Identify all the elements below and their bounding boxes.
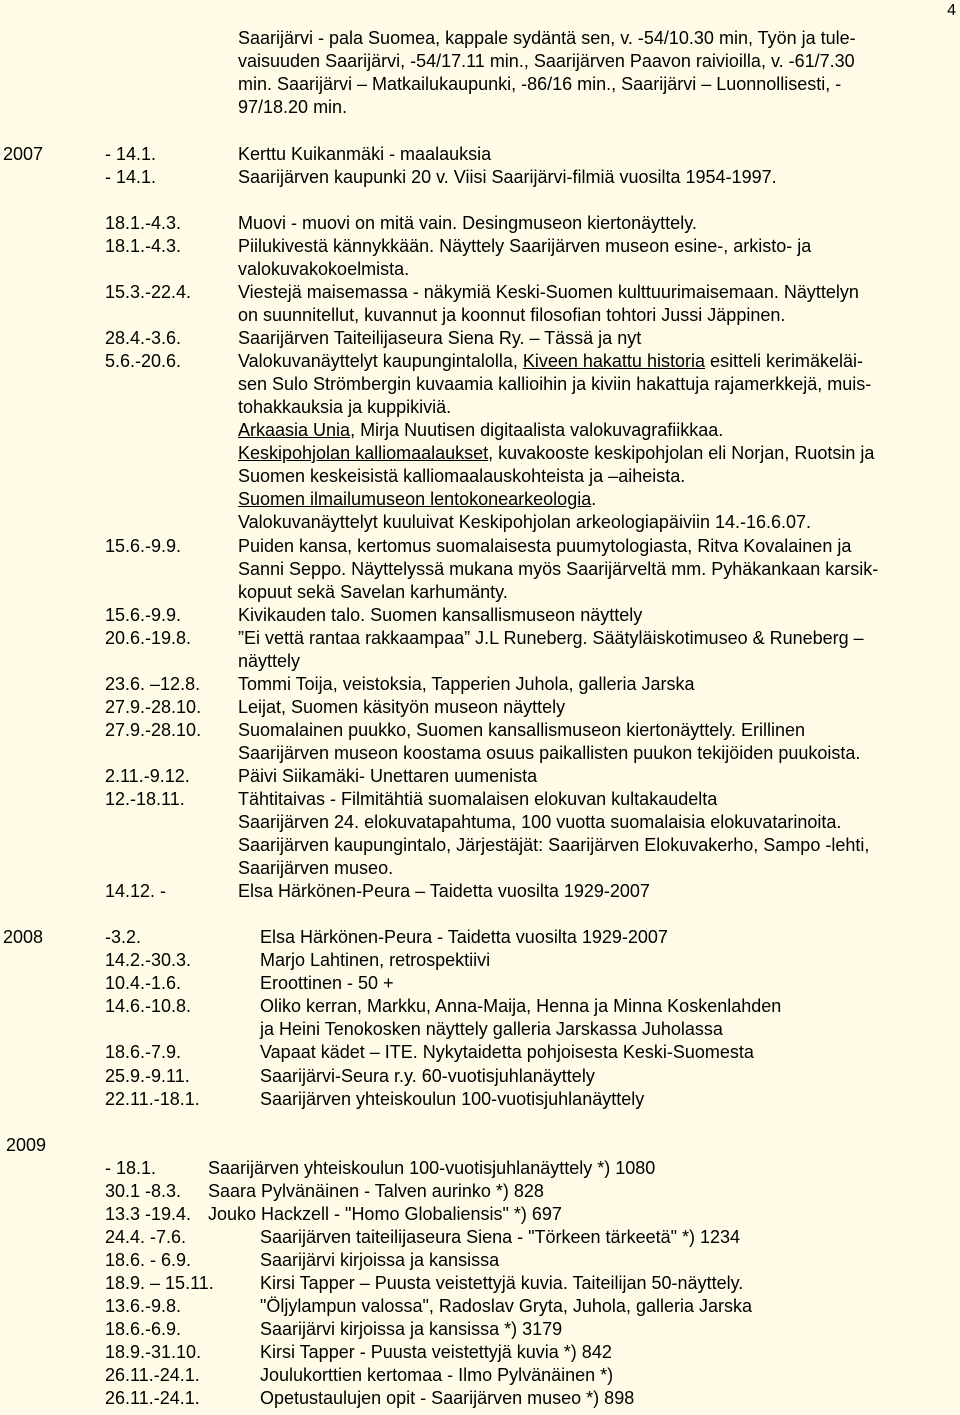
- entry-text: sen Sulo Strömbergin kuvaamia kallioihin ja kiviin hakattuja rajamerkkejä, muis-: [238, 374, 872, 394]
- entry-text: Puiden kansa, kertomus suomalaisesta puumytologiasta, Ritva Kovalainen ja: [238, 536, 852, 556]
- entry-text: Saarijärven yhteiskoulun 100-vuotisjuhlanäyttely: [260, 1089, 645, 1109]
- entry-text: Saarijärven yhteiskoulun 100-vuotisjuhlanäyttely *) 1080: [208, 1158, 656, 1178]
- entry-text: Elsa Härkönen-Peura – Taidetta vuosilta 1929-2007: [238, 881, 650, 901]
- intro-line: 97/18.20 min.: [238, 97, 348, 117]
- entry-text: Piilukivestä kännykkään. Näyttely Saarijärven museon esine-, arkisto- ja: [238, 236, 812, 256]
- entry-text: Tommi Toija, veistoksia, Tapperien Juhola, galleria Jarska: [238, 674, 695, 694]
- entry-text: [238, 350, 863, 373]
- entry-text: Eroottinen - 50 +: [260, 973, 394, 993]
- entry-text-part: Valokuvanäyttelyt kaupungintalolla,: [238, 351, 523, 371]
- entry-date: 26.11.-24.1.: [105, 1388, 200, 1408]
- entry-date: 10.4.-1.6.: [105, 973, 182, 993]
- entry-date: 18.6.-6.9.: [105, 1319, 182, 1339]
- entry-text: Saarijärven taiteilijaseura Siena - "Törkeen tärkeetä" *) 1234: [260, 1227, 741, 1247]
- entry-date: 13.3 -19.4.: [105, 1204, 192, 1224]
- entry-text: Suomalainen puukko, Suomen kansallismuseon kiertonäyttely. Erillinen: [238, 720, 805, 740]
- entry-date: 30.1 -8.3.: [105, 1181, 182, 1201]
- entry-text: on suunnitellut, kuvannut ja koonnut filosofian tohtori Jussi Jäppinen.: [238, 305, 786, 325]
- year-label: 2009: [6, 1135, 47, 1155]
- entry-text: "Öljylampun valossa", Radoslav Gryta, Juhola, galleria Jarska: [260, 1296, 752, 1316]
- entry-date: 14.12. -: [105, 881, 167, 901]
- entry-text: Marjo Lahtinen, retrospektiivi: [260, 950, 491, 970]
- entry-text: Muovi - muovi on mitä vain. Desingmuseon kiertonäyttely.: [238, 213, 697, 233]
- entry-text: [238, 442, 874, 465]
- entry-date: 20.6.-19.8.: [105, 628, 192, 648]
- entry-date: 15.6.-9.9.: [105, 605, 182, 625]
- entry-text: tohakkauksia ja kuppikiviä.: [238, 397, 452, 417]
- entry-text: Kirsi Tapper – Puusta veistettyjä kuvia. Taiteilijan 50-näyttely.: [260, 1273, 744, 1293]
- entry-date: 27.9.-28.10.: [105, 697, 202, 717]
- entry-text: Saarijärven Taiteilijaseura Siena Ry. – Tässä ja nyt: [238, 328, 642, 348]
- entry-text: Kirsi Tapper - Puusta veistettyjä kuvia *) 842: [260, 1342, 612, 1362]
- entry-text: Kerttu Kuikanmäki - maalauksia: [238, 144, 492, 164]
- entry-text: Saarijärven museon koostama osuus paikallisten puukon tekijöiden puukoista.: [238, 743, 861, 763]
- entry-date: - 14.1.: [105, 167, 157, 187]
- entry-date: 18.6.-7.9.: [105, 1042, 182, 1062]
- entry-date: 18.9.-31.10.: [105, 1342, 202, 1362]
- entry-date: - 14.1.: [105, 144, 157, 164]
- entry-date: 28.4.-3.6.: [105, 328, 182, 348]
- entry-text: Jouko Hackzell - "Homo Globaliensis" *) 697: [208, 1204, 562, 1224]
- entry-date: 15.3.-22.4.: [105, 282, 192, 302]
- intro-line: Saarijärvi - pala Suomea, kappale sydäntä sen, v. -54/10.30 min, Työn ja tule-: [238, 28, 856, 48]
- entry-text: Vapaat kädet – ITE. Nykytaidetta pohjoisesta Keski-Suomesta: [260, 1042, 754, 1062]
- entry-text: Saarijärvi-Seura r.y. 60-vuotisjuhlanäyttely: [260, 1066, 595, 1086]
- entry-text: Joulukorttien kertomaa - Ilmo Pylvänäinen *): [260, 1365, 614, 1385]
- entry-text: Valokuvanäyttelyt kuuluivat Keskipohjolan arkeologiapäiviin 14.-16.6.07.: [238, 512, 812, 532]
- entry-text-part: .: [591, 489, 597, 509]
- entry-text: Opetustaulujen opit - Saarijärven museo *) 898: [260, 1388, 635, 1408]
- entry-text: Leijat, Suomen käsityön museon näyttely: [238, 697, 566, 717]
- entry-date: 18.1.-4.3.: [105, 213, 182, 233]
- entry-text: Viestejä maisemassa - näkymiä Keski-Suomen kulttuurimaisemaan. Näyttelyn: [238, 282, 859, 302]
- entry-text: [238, 419, 723, 442]
- entry-text-part: , kuvakooste keskipohjolan eli Norjan, Ruotsin ja: [488, 443, 875, 463]
- entry-text: Saarijärven kaupungintalo, Järjestäjät: Saarijärven Elokuvakerho, Sampo -lehti,: [238, 835, 870, 855]
- entry-date: 25.9.-9.11.: [105, 1066, 190, 1086]
- intro-line: min. Saarijärvi – Matkailukaupunki, -86/16 min., Saarijärvi – Luonnollisesti, -: [238, 74, 842, 94]
- intro-line: vaisuuden Saarijärvi, -54/17.11 min., Saarijärven Paavon raivioilla, v. -61/7.30: [238, 51, 855, 71]
- entry-text: [238, 488, 596, 511]
- entry-date: 18.6. - 6.9.: [105, 1250, 192, 1270]
- entry-text: Saara Pylvänäinen - Talven aurinko *) 828: [208, 1181, 544, 1201]
- entry-text: Saarijärven 24. elokuvatapahtuma, 100 vuotta suomalaisia elokuvatarinoita.: [238, 812, 842, 832]
- entry-text-part: , Mirja Nuutisen digitaalista valokuvagrafiikkaa.: [350, 420, 724, 440]
- entry-text: kopuut sekä Savelan karhumänty.: [238, 582, 508, 602]
- entry-date: 27.9.-28.10.: [105, 720, 202, 740]
- entry-text: Kivikauden talo. Suomen kansallismuseon näyttely: [238, 605, 643, 625]
- entry-text: Tähtitaivas - Filmitähtiä suomalaisen elokuvan kultakaudelta: [238, 789, 718, 809]
- entry-text: ”Ei vettä rantaa rakkaampaa” J.L Runeberg. Säätyläiskotimuseo & Runeberg –: [238, 628, 864, 648]
- entry-date: 5.6.-20.6.: [105, 351, 182, 371]
- entry-text: Saarijärvi kirjoissa ja kansissa *) 3179: [260, 1319, 563, 1339]
- entry-text: valokuvakokoelmista.: [238, 259, 410, 279]
- entry-date: 18.9. – 15.11.: [105, 1273, 214, 1293]
- link-kiveen-hakattu-historia[interactable]: Kiveen hakattu historia: [522, 351, 705, 371]
- entry-date: 12.-18.11.: [105, 789, 185, 809]
- year-label: 2007: [3, 144, 44, 164]
- entry-text: Elsa Härkönen-Peura - Taidetta vuosilta 1929-2007: [260, 927, 668, 947]
- entry-date: 26.11.-24.1.: [105, 1365, 200, 1385]
- entry-text: Oliko kerran, Markku, Anna-Maija, Henna ja Minna Koskenlahden: [260, 996, 782, 1016]
- entry-text: Sanni Seppo. Näyttelyssä mukana myös Saarijärveltä mm. Pyhäkankaan karsik-: [238, 559, 879, 579]
- entry-date: -3.2.: [105, 927, 142, 947]
- page-number: 4: [947, 2, 956, 19]
- link-keskipohjolan-kalliomaalaukset[interactable]: Keskipohjolan kalliomaalaukset: [238, 443, 489, 463]
- entry-text: näyttely: [238, 651, 301, 671]
- link-arkaasia-unia[interactable]: Arkaasia Unia: [238, 420, 351, 440]
- entry-date: 2.11.-9.12.: [105, 766, 190, 786]
- entry-date: 14.6.-10.8.: [105, 996, 192, 1016]
- link-suomen-ilmailumuseon-lentokonearkeologia[interactable]: Suomen ilmailumuseon lentokonearkeologia: [238, 489, 592, 509]
- entry-date: - 18.1.: [105, 1158, 157, 1178]
- entry-text: Suomen keskeisistä kalliomaalauskohteista ja –aiheista.: [238, 466, 686, 486]
- year-label: 2008: [3, 927, 44, 947]
- entry-date: 22.11.-18.1.: [105, 1089, 200, 1109]
- entry-text: Saarijärven museo.: [238, 858, 394, 878]
- entry-date: 13.6.-9.8.: [105, 1296, 182, 1316]
- entry-text: Päivi Siikamäki- Unettaren uumenista: [238, 766, 538, 786]
- entry-date: 24.4. -7.6.: [105, 1227, 187, 1247]
- entry-date: 23.6. –12.8.: [105, 674, 201, 694]
- entry-date: 14.2.-30.3.: [105, 950, 192, 970]
- entry-text: ja Heini Tenokosken näyttely galleria Jarskassa Juholassa: [260, 1019, 723, 1039]
- entry-date: 18.1.-4.3.: [105, 236, 182, 256]
- entry-text: Saarijärvi kirjoissa ja kansissa: [260, 1250, 500, 1270]
- entry-text-part: esitteli kerimäkeläi-: [704, 351, 864, 371]
- entry-date: 15.6.-9.9.: [105, 536, 182, 556]
- entry-text: Saarijärven kaupunki 20 v. Viisi Saarijärvi-filmiä vuosilta 1954-1997.: [238, 167, 777, 187]
